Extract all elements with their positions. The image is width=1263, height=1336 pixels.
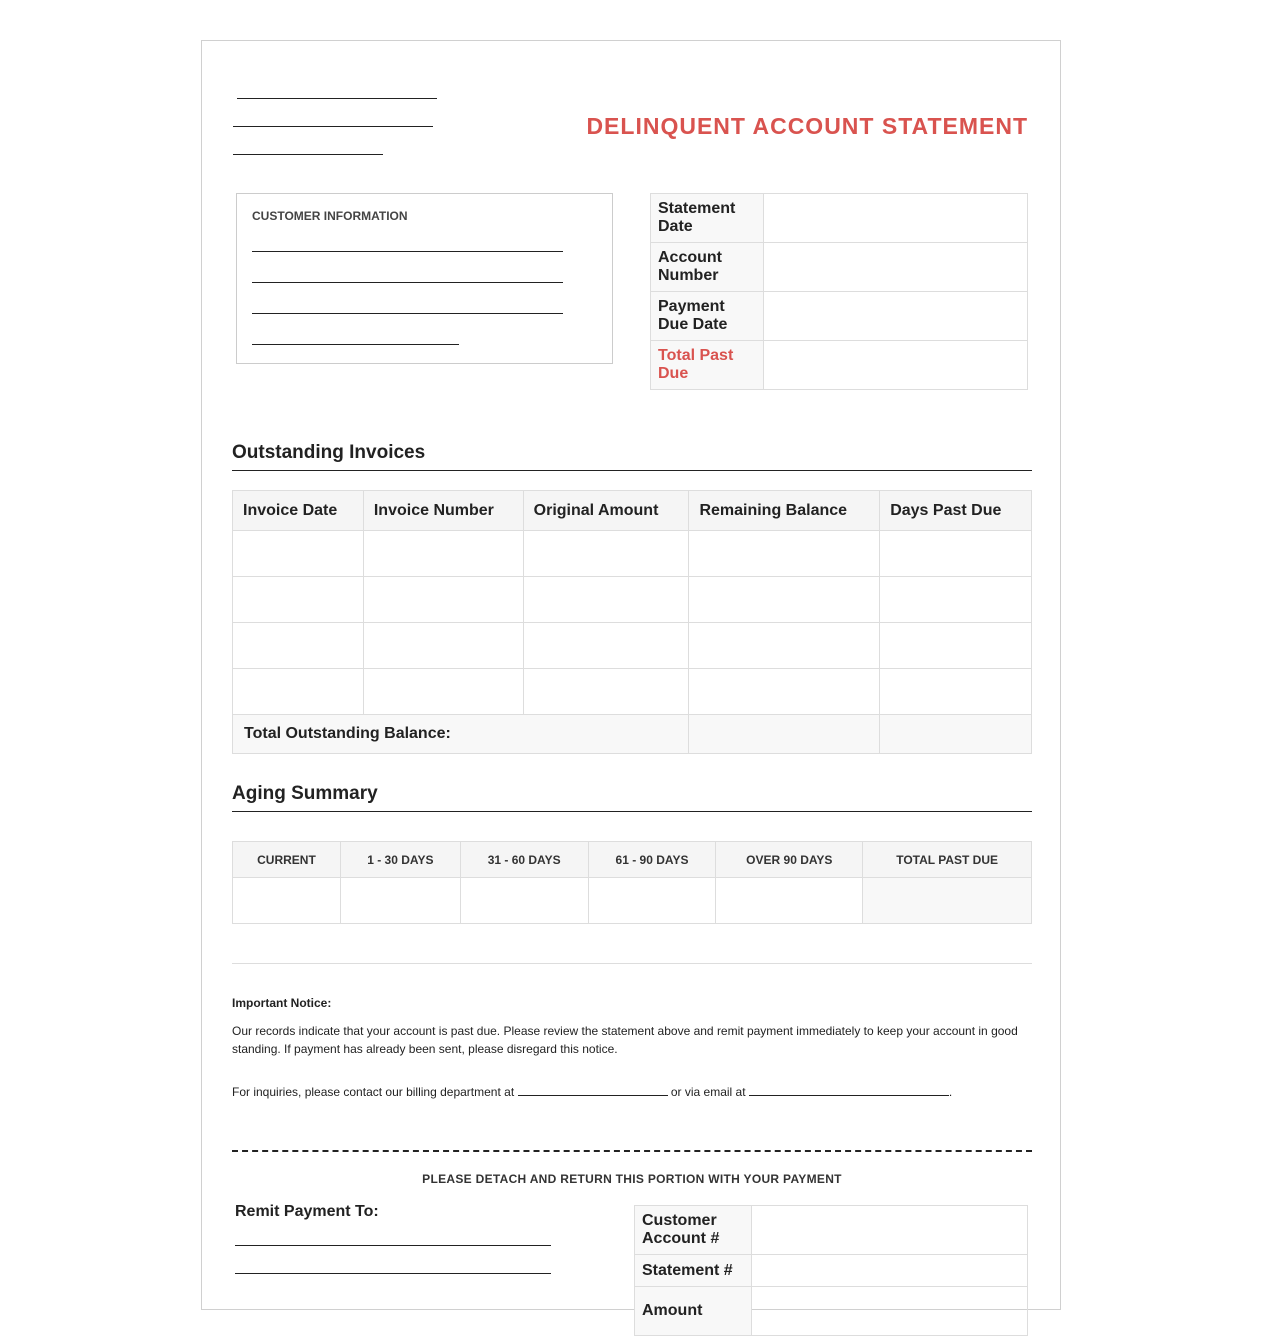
notice-body: Our records indicate that your account is past due. Please review the statement above and remit payment immediately to keep your account in good standing. If payment has already been sent, please disregard this notice. bbox=[232, 1024, 1018, 1056]
customer-name-line[interactable] bbox=[252, 251, 563, 252]
aging-cell[interactable] bbox=[460, 878, 588, 924]
customer-city-line[interactable] bbox=[252, 313, 563, 314]
aging-cell[interactable] bbox=[588, 878, 716, 924]
col-invoice-date: Invoice Date bbox=[233, 491, 364, 531]
aging-header-row bbox=[233, 842, 1032, 878]
invoices-header-row bbox=[233, 491, 1032, 531]
account-number-value[interactable] bbox=[764, 243, 1028, 292]
remit-name-line[interactable] bbox=[235, 1245, 551, 1246]
invoice-cell[interactable] bbox=[523, 669, 689, 715]
contact-prefix: For inquiries, please contact our billing department at bbox=[232, 1085, 515, 1099]
invoices-table bbox=[232, 490, 1032, 754]
col-invoice-number: Invoice Number bbox=[363, 491, 523, 531]
aging-cell[interactable] bbox=[340, 878, 460, 924]
divider bbox=[232, 963, 1032, 964]
col-total-past-due: TOTAL PAST DUE bbox=[863, 842, 1032, 878]
customer-address-line[interactable] bbox=[252, 282, 563, 283]
amount-value[interactable] bbox=[752, 1287, 1028, 1336]
remit-payment-heading: Remit Payment To: bbox=[235, 1203, 379, 1220]
total-past-due-label: Total Past Due bbox=[651, 341, 764, 390]
aging-summary-table bbox=[232, 841, 1032, 924]
detach-cut-line bbox=[232, 1150, 1032, 1152]
meta-row bbox=[651, 243, 1028, 292]
col-over-90-days: OVER 90 DAYS bbox=[716, 842, 863, 878]
remit-row bbox=[635, 1206, 1028, 1255]
statement-date-label: Statement Date bbox=[651, 194, 764, 243]
aging-cell[interactable] bbox=[716, 878, 863, 924]
contact-mid: or via email at bbox=[670, 1085, 746, 1099]
outstanding-invoices-heading: Outstanding Invoices bbox=[232, 442, 1032, 471]
notice-heading: Important Notice: bbox=[232, 996, 332, 1010]
table-row bbox=[233, 577, 1032, 623]
billing-phone-blank[interactable] bbox=[518, 1087, 668, 1096]
total-outstanding-balance-cell[interactable] bbox=[689, 715, 880, 754]
invoice-cell[interactable] bbox=[233, 577, 364, 623]
remit-address-line[interactable] bbox=[235, 1273, 551, 1274]
invoice-cell[interactable] bbox=[363, 623, 523, 669]
aging-cell[interactable] bbox=[233, 878, 341, 924]
col-days-past-due: Days Past Due bbox=[880, 491, 1032, 531]
invoice-cell[interactable] bbox=[363, 531, 523, 577]
customer-account-value[interactable] bbox=[752, 1206, 1028, 1255]
company-name-line[interactable] bbox=[237, 98, 437, 99]
remit-row bbox=[635, 1287, 1028, 1336]
col-current: CURRENT bbox=[233, 842, 341, 878]
invoice-cell[interactable] bbox=[523, 577, 689, 623]
invoice-cell[interactable] bbox=[523, 531, 689, 577]
col-original-amount: Original Amount bbox=[523, 491, 689, 531]
col-remaining-balance: Remaining Balance bbox=[689, 491, 880, 531]
statement-date-value[interactable] bbox=[764, 194, 1028, 243]
total-past-due-value[interactable] bbox=[764, 341, 1028, 390]
customer-information-label: CUSTOMER INFORMATION bbox=[252, 209, 408, 223]
total-outstanding-label: Total Outstanding Balance: bbox=[233, 715, 689, 754]
account-number-label: Account Number bbox=[651, 243, 764, 292]
meta-row bbox=[651, 194, 1028, 243]
company-city-line[interactable] bbox=[233, 154, 383, 155]
billing-email-blank[interactable] bbox=[749, 1087, 949, 1096]
aging-total-cell[interactable] bbox=[863, 878, 1032, 924]
meta-row bbox=[651, 341, 1028, 390]
contact-end: . bbox=[948, 1085, 953, 1099]
invoice-cell[interactable] bbox=[880, 669, 1032, 715]
meta-row bbox=[651, 292, 1028, 341]
invoice-cell[interactable] bbox=[689, 623, 880, 669]
statement-page bbox=[201, 40, 1061, 1319]
invoice-cell[interactable] bbox=[363, 669, 523, 715]
invoice-cell[interactable] bbox=[880, 531, 1032, 577]
invoice-cell[interactable] bbox=[880, 577, 1032, 623]
table-row bbox=[233, 878, 1032, 924]
invoice-cell[interactable] bbox=[233, 623, 364, 669]
statement-number-label: Statement # bbox=[635, 1255, 752, 1287]
company-address-line[interactable] bbox=[233, 126, 433, 127]
invoice-cell[interactable] bbox=[689, 669, 880, 715]
invoice-cell[interactable] bbox=[523, 623, 689, 669]
detach-instruction: PLEASE DETACH AND RETURN THIS PORTION WITH YOUR PAYMENT bbox=[422, 1172, 842, 1186]
remit-row bbox=[635, 1255, 1028, 1287]
invoice-cell[interactable] bbox=[689, 531, 880, 577]
table-row bbox=[233, 669, 1032, 715]
document-title: DELINQUENT ACCOUNT STATEMENT bbox=[586, 113, 1028, 139]
invoice-cell[interactable] bbox=[880, 623, 1032, 669]
amount-label: Amount bbox=[635, 1287, 752, 1336]
customer-phone-line[interactable] bbox=[252, 344, 459, 345]
statement-number-value[interactable] bbox=[752, 1255, 1028, 1287]
contact-line bbox=[232, 1085, 952, 1099]
invoice-cell[interactable] bbox=[363, 577, 523, 623]
aging-summary-heading: Aging Summary bbox=[232, 783, 1032, 812]
customer-information-box bbox=[236, 193, 613, 364]
invoice-cell[interactable] bbox=[233, 669, 364, 715]
total-outstanding-days-cell[interactable] bbox=[880, 715, 1032, 754]
statement-meta-table bbox=[650, 193, 1028, 390]
total-outstanding-row bbox=[233, 715, 1032, 754]
payment-due-date-label: Payment Due Date bbox=[651, 292, 764, 341]
table-row bbox=[233, 531, 1032, 577]
invoice-cell[interactable] bbox=[689, 577, 880, 623]
col-31-60-days: 31 - 60 DAYS bbox=[460, 842, 588, 878]
remit-table bbox=[634, 1205, 1028, 1336]
payment-due-date-value[interactable] bbox=[764, 292, 1028, 341]
col-1-30-days: 1 - 30 DAYS bbox=[340, 842, 460, 878]
invoice-cell[interactable] bbox=[233, 531, 364, 577]
table-row bbox=[233, 623, 1032, 669]
col-61-90-days: 61 - 90 DAYS bbox=[588, 842, 716, 878]
customer-account-label: Customer Account # bbox=[635, 1206, 752, 1255]
